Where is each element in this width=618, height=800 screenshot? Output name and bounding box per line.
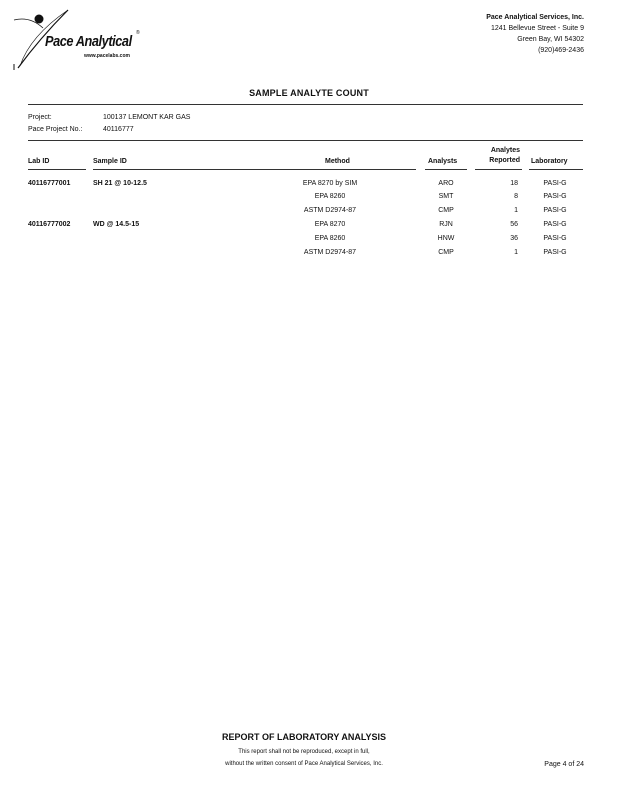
page-title: SAMPLE ANALYTE COUNT (249, 88, 369, 98)
column-header-method: Method (325, 158, 350, 165)
column-underline (529, 169, 583, 170)
company-name: Pace Analytical Services, Inc. (486, 14, 584, 21)
column-header-analytes-reported (478, 146, 520, 166)
analyst-cell: CMP (438, 249, 454, 256)
lab-id-cell: 40116777002 (28, 221, 71, 228)
logo-url[interactable]: www.pacelabs.com (84, 53, 130, 59)
sample-id-cell: SH 21 @ 10-12.5 (93, 180, 147, 187)
divider (28, 140, 583, 141)
column-underline (475, 169, 522, 170)
pace-project-row (28, 126, 134, 133)
column-underline (425, 169, 467, 170)
analyst-cell: RJN (439, 221, 453, 228)
method-cell: EPA 8270 (314, 221, 346, 228)
column-header-lab-id: Lab ID (28, 158, 50, 165)
company-address-line1: 1241 Bellevue Street - Suite 9 (490, 25, 584, 32)
column-header-analytes-line1: Analytes (490, 147, 520, 154)
laboratory-cell: PASI-G (543, 207, 567, 214)
logo-registered-mark: ® (136, 30, 140, 36)
method-cell: ASTM D2974-87 (303, 249, 357, 256)
analytes-count-cell: 1 (514, 249, 518, 256)
analyst-cell: SMT (438, 193, 454, 200)
project-value: 100137 LEMONT KAR GAS (103, 114, 191, 121)
method-cell: ASTM D2974-87 (303, 207, 357, 214)
sample-id-cell: WD @ 14.5-15 (93, 221, 140, 228)
laboratory-cell: PASI-G (543, 221, 567, 228)
column-header-laboratory: Laboratory (531, 158, 568, 165)
method-cell: EPA 8270 by SIM (302, 180, 358, 187)
column-underline (28, 169, 86, 170)
footer-disclaimer-line2: without the written consent of Pace Analytical Services, Inc. (225, 761, 383, 767)
analytes-count-cell: 56 (510, 221, 518, 228)
footer-disclaimer-line1: This report shall not be reproduced, except in full, (238, 749, 370, 755)
column-header-sample-id: Sample ID (93, 158, 127, 165)
pace-project-label: Pace Project No.: (28, 126, 83, 133)
analytes-count-cell: 1 (514, 207, 518, 214)
pace-logo (10, 8, 140, 70)
analyst-cell: CMP (438, 207, 454, 214)
column-header-analysts: Analysts (428, 158, 458, 165)
method-cell: EPA 8260 (314, 235, 346, 242)
project-row (28, 114, 190, 121)
report-footer-title: REPORT OF LABORATORY ANALYSIS (221, 732, 387, 742)
analyst-cell: HNW (437, 235, 455, 242)
analytes-count-cell: 36 (510, 235, 518, 242)
column-underline (93, 169, 416, 170)
company-address (486, 12, 584, 56)
column-header-analytes-line2: Reported (489, 157, 520, 164)
laboratory-cell: PASI-G (543, 193, 567, 200)
project-label: Project: (28, 114, 52, 121)
laboratory-cell: PASI-G (543, 180, 567, 187)
analyst-cell: ARO (438, 180, 454, 187)
method-cell: EPA 8260 (314, 193, 346, 200)
laboratory-cell: PASI-G (543, 249, 567, 256)
pace-project-value: 40116777 (103, 126, 134, 133)
company-phone: (920)469-2436 (538, 47, 584, 54)
company-address-line2: Green Bay, WI 54302 (517, 36, 584, 43)
lab-id-cell: 40116777001 (28, 180, 71, 187)
logo-wordmark: Pace Analytical (45, 33, 132, 50)
laboratory-cell: PASI-G (543, 235, 567, 242)
analytes-count-cell: 18 (510, 180, 518, 187)
analytes-count-cell: 8 (514, 193, 518, 200)
divider (28, 104, 583, 105)
page-number: Page 4 of 24 (544, 761, 584, 768)
